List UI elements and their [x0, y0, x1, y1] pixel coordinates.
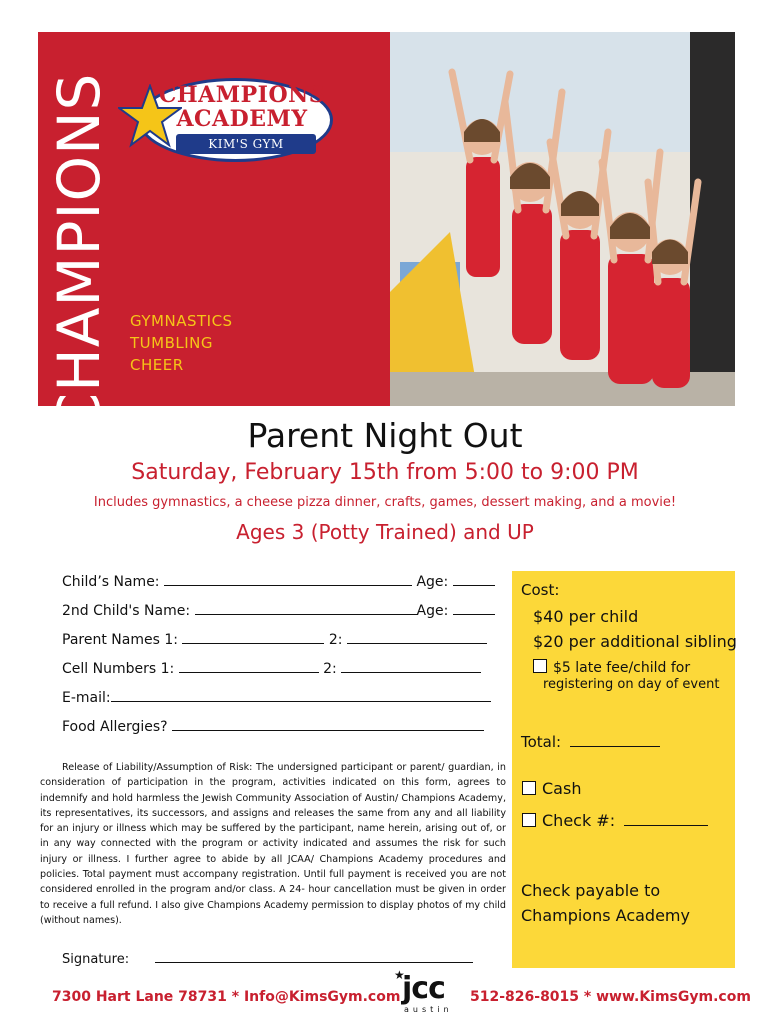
parent-name-1-field[interactable]: [182, 631, 324, 644]
jcc-logo-text: jcc: [402, 971, 445, 1006]
check-row: [522, 811, 708, 830]
logo-line-3: KIM'S GYM: [176, 134, 316, 154]
check-checkbox[interactable]: [522, 813, 536, 827]
vertical-champions-text: CHAMPIONS: [45, 72, 113, 434]
late-fee-text-2: registering on day of event: [543, 677, 720, 692]
footer-address-email: 7300 Hart Lane 78731 * Info@KimsGym.com: [52, 989, 401, 1005]
cost-per-child: $40 per child: [533, 607, 639, 626]
email-field[interactable]: [111, 689, 491, 702]
parent-2-label: 2:: [328, 632, 343, 648]
total-row: [521, 733, 660, 751]
event-title: Parent Night Out: [247, 416, 523, 455]
logo-line-1: CHAMPIONS: [158, 82, 326, 108]
child-name-field[interactable]: [164, 573, 412, 586]
liability-release-text: Release of Liability/Assumption of Risk: The undersigned participant or parent/ guardian, in consideration of participation in the program, activities indicated on this form, agrees to indemnify and hold harmless the Jewish Community Association of Austin/ Champions Academy, its representatives, its successors, and assigns and releases the same from any and all liability for an injury or illness which may be suffered by the participant, name herein, arising out of, or in any way connected with the program or activity indicated and assumes the risk for such injury or illness. I further agree to abide by all JCAA/ Champions Academy procedures and policies. Total payment must accompany registration. Until full payment is received you are not considered enrolled in the program and/or class. A 24- hour cancellation must be given in order to receive a full refund. I also give Champions Academy permission to display photos of my child (without names).: [40, 762, 506, 926]
child2-name-field[interactable]: [195, 602, 417, 615]
payable-line-1: Check payable to: [521, 881, 661, 900]
email-row: [62, 689, 491, 706]
event-includes: Includes gymnastics, a cheese pizza dinner, crafts, games, dessert making, and a movie!: [93, 495, 677, 510]
activity-item: TUMBLING: [130, 334, 213, 352]
jcc-star-icon: ★: [394, 968, 405, 982]
age-label: Age:: [416, 603, 449, 619]
total-field[interactable]: [570, 734, 660, 747]
cell-numbers-label: Cell Numbers 1:: [62, 661, 175, 677]
cell-numbers-row: [62, 660, 481, 677]
allergies-field[interactable]: [172, 718, 484, 731]
cash-row: [522, 779, 581, 798]
logo-line-2: ACADEMY: [176, 106, 308, 132]
red-panel: [38, 32, 390, 434]
child-name-label: Child’s Name:: [62, 574, 160, 590]
parent-name-2-field[interactable]: [347, 631, 487, 644]
allergies-row: [62, 718, 484, 735]
parent-names-label: Parent Names 1:: [62, 632, 178, 648]
cell-number-2-field[interactable]: [341, 660, 481, 673]
cash-checkbox[interactable]: [522, 781, 536, 795]
child2-age-field[interactable]: [453, 602, 495, 615]
age-label: Age:: [416, 574, 449, 590]
allergies-label: Food Allergies?: [62, 719, 168, 735]
event-date: Saturday, February 15th from 5:00 to 9:00 PM: [131, 460, 639, 485]
late-fee-checkbox[interactable]: [533, 659, 547, 673]
signature-row: [62, 950, 473, 967]
cost-box: [512, 571, 735, 968]
header-banner: [38, 32, 735, 434]
jcc-austin-logo: [394, 968, 452, 1018]
child2-name-label: 2nd Child's Name:: [62, 603, 191, 619]
cell-2-label: 2:: [323, 661, 337, 677]
signature-label: Signature:: [62, 952, 130, 967]
late-fee-row: [533, 659, 690, 676]
email-label: E-mail:: [62, 690, 111, 706]
gymnasts-photo: [390, 32, 735, 406]
child2-name-row: [62, 602, 495, 619]
footer-phone-website: 512-826-8015 * www.KimsGym.com: [470, 989, 751, 1005]
cell-number-1-field[interactable]: [179, 660, 319, 673]
cash-label: Cash: [542, 779, 582, 798]
activities-list: [130, 310, 233, 376]
check-number-field[interactable]: [624, 813, 708, 826]
champions-academy-logo: [118, 70, 338, 170]
parent-names-row: [62, 631, 487, 648]
child-age-field[interactable]: [453, 573, 495, 586]
jcc-logo-subtext: austin: [404, 1005, 453, 1014]
late-fee-text: $5 late fee/child for: [553, 660, 691, 676]
activity-item: GYMNASTICS: [130, 312, 233, 330]
activity-item: CHEER: [130, 356, 184, 374]
child-name-row: [62, 573, 495, 590]
signature-field[interactable]: [155, 950, 473, 963]
event-ages: Ages 3 (Potty Trained) and UP: [236, 520, 534, 544]
cost-sibling: $20 per additional sibling: [533, 632, 737, 651]
cost-label: Cost:: [521, 581, 560, 599]
payable-line-2: Champions Academy: [521, 906, 690, 925]
total-label: Total:: [521, 733, 562, 751]
check-label: Check #:: [542, 811, 616, 830]
